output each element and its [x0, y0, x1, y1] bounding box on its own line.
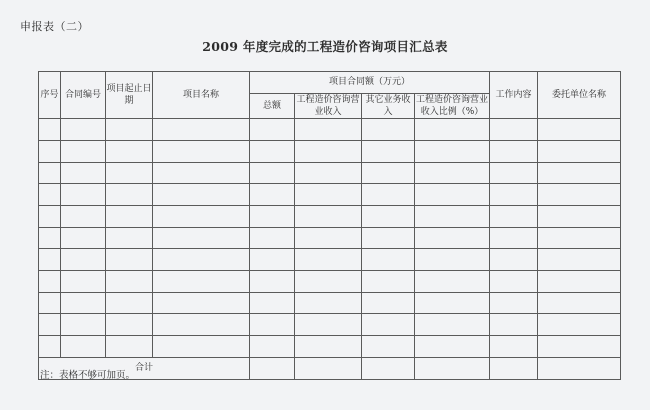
table-cell[interactable]: [250, 292, 295, 314]
table-cell[interactable]: [106, 162, 153, 184]
table-cell[interactable]: [39, 227, 61, 249]
table-row: [39, 336, 621, 358]
table-cell[interactable]: [362, 206, 415, 228]
table-cell[interactable]: [39, 336, 61, 358]
table-cell[interactable]: [490, 227, 538, 249]
table-cell[interactable]: [39, 249, 61, 271]
table-cell[interactable]: [153, 314, 250, 336]
table-cell[interactable]: [153, 336, 250, 358]
header-ratio: 工程造价咨询营业收入比例（%）: [416, 95, 489, 118]
table-cell[interactable]: [61, 336, 106, 358]
table-cell[interactable]: [538, 292, 621, 314]
table-row: [39, 314, 621, 336]
table-cell[interactable]: [106, 249, 153, 271]
table-cell[interactable]: [538, 206, 621, 228]
table-cell[interactable]: [295, 206, 362, 228]
table-cell[interactable]: [61, 184, 106, 206]
table-cell[interactable]: [250, 140, 295, 162]
table-cell[interactable]: [106, 336, 153, 358]
table-cell[interactable]: [415, 336, 490, 358]
table-cell[interactable]: [153, 271, 250, 293]
table-cell[interactable]: [362, 227, 415, 249]
table-row: [39, 119, 621, 141]
table-cell[interactable]: [61, 140, 106, 162]
table-cell[interactable]: [415, 292, 490, 314]
header-consulting-revenue: 工程造价咨询营业收入: [296, 95, 360, 118]
table-cell[interactable]: [362, 357, 415, 379]
table-row: [39, 292, 621, 314]
table-cell[interactable]: [153, 227, 250, 249]
table-cell[interactable]: [106, 292, 153, 314]
table-cell[interactable]: [490, 314, 538, 336]
header-period: 项目起止日期: [106, 72, 153, 119]
table-cell[interactable]: [538, 314, 621, 336]
table-cell[interactable]: [362, 336, 415, 358]
table-cell[interactable]: [538, 336, 621, 358]
table-cell[interactable]: [39, 140, 61, 162]
table-cell[interactable]: [250, 206, 295, 228]
table-cell[interactable]: [250, 119, 295, 141]
summary-table: [38, 71, 621, 380]
table-cell[interactable]: [106, 184, 153, 206]
table-cell[interactable]: [415, 357, 490, 379]
table-cell[interactable]: [538, 162, 621, 184]
table-cell[interactable]: [295, 184, 362, 206]
table-cell[interactable]: [250, 162, 295, 184]
table-cell[interactable]: [538, 249, 621, 271]
table-cell[interactable]: [415, 227, 490, 249]
table-cell[interactable]: [153, 162, 250, 184]
table-cell[interactable]: [538, 119, 621, 141]
table-cell[interactable]: [153, 184, 250, 206]
table-cell[interactable]: [415, 119, 490, 141]
table-cell[interactable]: [250, 314, 295, 336]
table-row: [39, 184, 621, 206]
table-body: [39, 119, 621, 380]
table-cell[interactable]: [295, 119, 362, 141]
table-cell[interactable]: [61, 292, 106, 314]
table-cell[interactable]: [106, 271, 153, 293]
table-cell[interactable]: [295, 314, 362, 336]
table-cell[interactable]: [39, 184, 61, 206]
header-contract-no: 合同编号: [61, 72, 106, 119]
table-cell[interactable]: [39, 271, 61, 293]
table-row: [39, 249, 621, 271]
table-cell[interactable]: [250, 184, 295, 206]
table-row: [39, 271, 621, 293]
table-cell[interactable]: [61, 227, 106, 249]
table-cell[interactable]: [490, 162, 538, 184]
table-row: [39, 227, 621, 249]
table-cell[interactable]: [490, 140, 538, 162]
table-cell[interactable]: [362, 140, 415, 162]
table-cell[interactable]: [295, 336, 362, 358]
table-cell[interactable]: [295, 292, 362, 314]
table-cell[interactable]: [61, 119, 106, 141]
table-cell[interactable]: [538, 357, 621, 379]
table-cell[interactable]: [106, 119, 153, 141]
table-cell[interactable]: [538, 227, 621, 249]
total-label: 合计: [39, 357, 250, 379]
table-cell[interactable]: [490, 249, 538, 271]
header-client: 委托单位名称: [538, 72, 621, 119]
table-cell[interactable]: [490, 184, 538, 206]
table-cell[interactable]: [415, 162, 490, 184]
table-cell[interactable]: [490, 357, 538, 379]
table-cell[interactable]: [490, 119, 538, 141]
table-cell[interactable]: [153, 249, 250, 271]
table-cell[interactable]: [39, 162, 61, 184]
table-cell[interactable]: [415, 271, 490, 293]
table-cell[interactable]: [490, 206, 538, 228]
table-cell[interactable]: [362, 249, 415, 271]
table-cell[interactable]: [61, 162, 106, 184]
table-cell[interactable]: [61, 206, 106, 228]
table-cell[interactable]: [295, 249, 362, 271]
table-cell[interactable]: [153, 140, 250, 162]
table-cell[interactable]: [295, 357, 362, 379]
footnote: 注：表格不够可加页。: [40, 370, 136, 381]
header-project-name: 项目名称: [153, 72, 250, 119]
table-cell[interactable]: [362, 162, 415, 184]
table-cell[interactable]: [415, 249, 490, 271]
header-other-revenue: 其它业务收入: [362, 94, 415, 119]
table-cell[interactable]: [106, 314, 153, 336]
table-row: [39, 140, 621, 162]
table-cell[interactable]: [415, 184, 490, 206]
table-cell[interactable]: [250, 271, 295, 293]
table-cell[interactable]: [61, 314, 106, 336]
table-row: [39, 206, 621, 228]
table-cell[interactable]: [106, 206, 153, 228]
header-total: 总额: [250, 94, 295, 119]
table-cell[interactable]: [153, 292, 250, 314]
table-cell[interactable]: [415, 140, 490, 162]
table-cell[interactable]: [415, 206, 490, 228]
table-cell[interactable]: [490, 336, 538, 358]
table-cell[interactable]: [295, 271, 362, 293]
table-cell[interactable]: [39, 292, 61, 314]
table-cell[interactable]: [490, 292, 538, 314]
form-label: 申报表（二）: [20, 20, 89, 33]
table-cell[interactable]: [39, 119, 61, 141]
table-cell[interactable]: [250, 249, 295, 271]
table-cell[interactable]: [250, 336, 295, 358]
table-cell[interactable]: [295, 227, 362, 249]
table-cell[interactable]: [61, 249, 106, 271]
table-cell[interactable]: [490, 271, 538, 293]
table-cell[interactable]: [39, 206, 61, 228]
table-cell[interactable]: [362, 184, 415, 206]
table-cell[interactable]: [362, 292, 415, 314]
table-cell[interactable]: [106, 140, 153, 162]
table-row: [39, 162, 621, 184]
table-cell[interactable]: [538, 184, 621, 206]
table-cell[interactable]: [362, 271, 415, 293]
header-work-content: 工作内容: [490, 72, 538, 119]
table-cell[interactable]: [415, 314, 490, 336]
table-cell[interactable]: [39, 314, 61, 336]
table-cell[interactable]: [295, 140, 362, 162]
table-cell[interactable]: [538, 140, 621, 162]
table-cell[interactable]: [61, 271, 106, 293]
table-cell[interactable]: [362, 119, 415, 141]
document-title: 2009 年度完成的工程造价咨询项目汇总表: [202, 39, 448, 54]
table-cell[interactable]: [153, 206, 250, 228]
table-cell[interactable]: [153, 119, 250, 141]
table-cell[interactable]: [250, 227, 295, 249]
table-cell[interactable]: [362, 314, 415, 336]
header-serial: 序号: [39, 72, 61, 119]
header-amount-group: 项目合同额（万元）: [250, 72, 490, 94]
table-cell[interactable]: [538, 271, 621, 293]
table-cell[interactable]: [295, 162, 362, 184]
table-cell[interactable]: [106, 227, 153, 249]
table-cell[interactable]: [250, 357, 295, 379]
